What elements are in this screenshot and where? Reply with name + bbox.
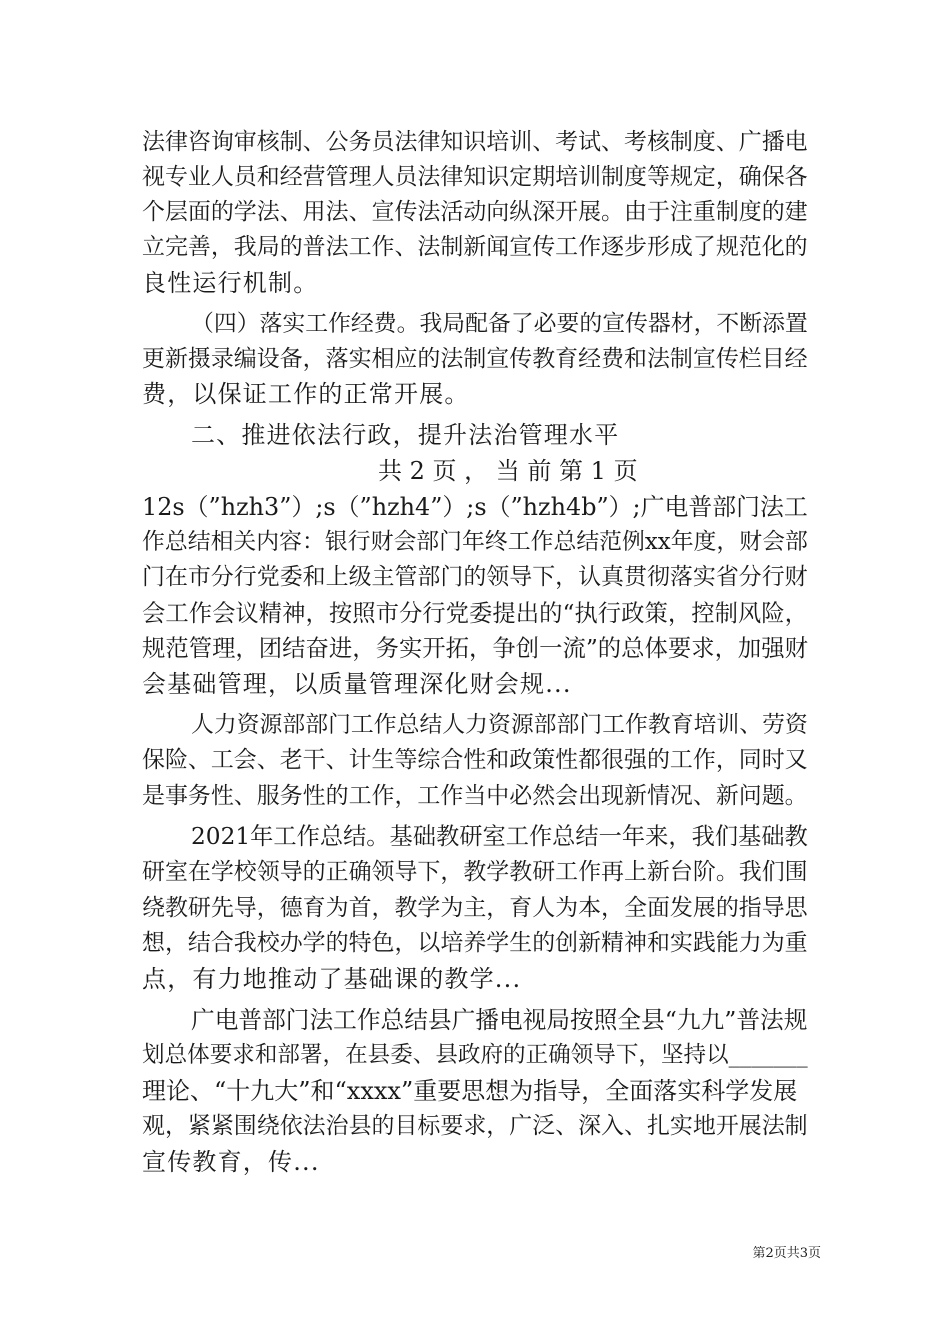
text-line: 研室在学校领导的正确领导下，教学教研工作再上新台阶。我们围 xyxy=(142,859,808,885)
text-line: 划总体要求和部署，在县委、县政府的正确领导下，坚持以_______ xyxy=(142,1042,808,1068)
section-heading: 二、推进依法行政，提升法治管理水平 xyxy=(191,421,620,449)
text-line: 点，有力地推动了基础课的教学... xyxy=(142,965,522,993)
text-line: 良性运行机制。 xyxy=(142,269,319,297)
text-line: 2021年工作总结。基础教研室工作总结一年来，我们基础教 xyxy=(191,823,808,850)
text-line: 保险、工会、老干、计生等综合性和政策性都很强的工作，同时又 xyxy=(142,747,808,773)
page-count-line: 共 2 页 ， 当 前 第 1 页 xyxy=(378,457,638,485)
text-line: 观，紧紧围绕依法治县的目标要求，广泛、深入、扎实地开展法制 xyxy=(142,1113,808,1139)
text-line: 绕教研先导，德育为首，教学为主，育人为本，全面发展的指导思 xyxy=(142,895,808,921)
text-line: 法律咨询审核制、公务员法律知识培训、考试、考核制度、广播电 xyxy=(142,129,808,155)
page-footer: 第2页共3页 xyxy=(752,1246,821,1261)
text-line: 个层面的学法、用法、宣传法活动向纵深开展。由于注重制度的建 xyxy=(142,199,808,225)
text-line: 是事务性、服务性的工作，工作当中必然会出现新情况、新问题。 xyxy=(142,783,808,809)
text-line: 会工作会议精神，按照市分行党委提出的“执行政策，控制风险， xyxy=(142,599,809,627)
text-line: 门在市分行党委和上级主管部门的领导下，认真贯彻落实省分行财 xyxy=(142,564,808,590)
text-line: 作总结相关内容：银行财会部门年终工作总结范例xx年度，财会部 xyxy=(142,529,808,555)
text-line: 立完善，我局的普法工作、法制新闻宣传工作逐步形成了规范化的 xyxy=(142,234,808,260)
text-line: 理论、“十九大”和“xxxx”重要思想为指导，全面落实科学发展 xyxy=(142,1077,798,1105)
text-line: 规范管理，团结奋进，务实开拓，争创一流”的总体要求，加强财 xyxy=(142,634,809,662)
text-line: 视专业人员和经营管理人员法律知识定期培训制度等规定，确保各 xyxy=(142,164,808,190)
text-line: （四）落实工作经费。我局配备了必要的宣传器材，不断添置 xyxy=(191,311,808,337)
text-line: 会基础管理，以质量管理深化财会规... xyxy=(142,670,572,698)
text-line: 12s（”hzh3”）;s（”hzh4”）;s（”hzh4b”）;广电普部门法工 xyxy=(142,493,808,521)
text-line: 广电普部门法工作总结县广播电视局按照全县“九九”普法规 xyxy=(191,1006,808,1034)
text-line: 费，以保证工作的正常开展。 xyxy=(142,380,470,408)
text-line: 想，结合我校办学的特色，以培养学生的创新精神和实践能力为重 xyxy=(142,930,808,956)
text-line: 人力资源部部门工作总结人力资源部部门工作教育培训、劳资 xyxy=(191,712,808,738)
text-line: 宣传教育，传... xyxy=(142,1148,320,1176)
text-line: 更新摄录编设备，落实相应的法制宣传教育经费和法制宣传栏目经 xyxy=(142,346,808,372)
